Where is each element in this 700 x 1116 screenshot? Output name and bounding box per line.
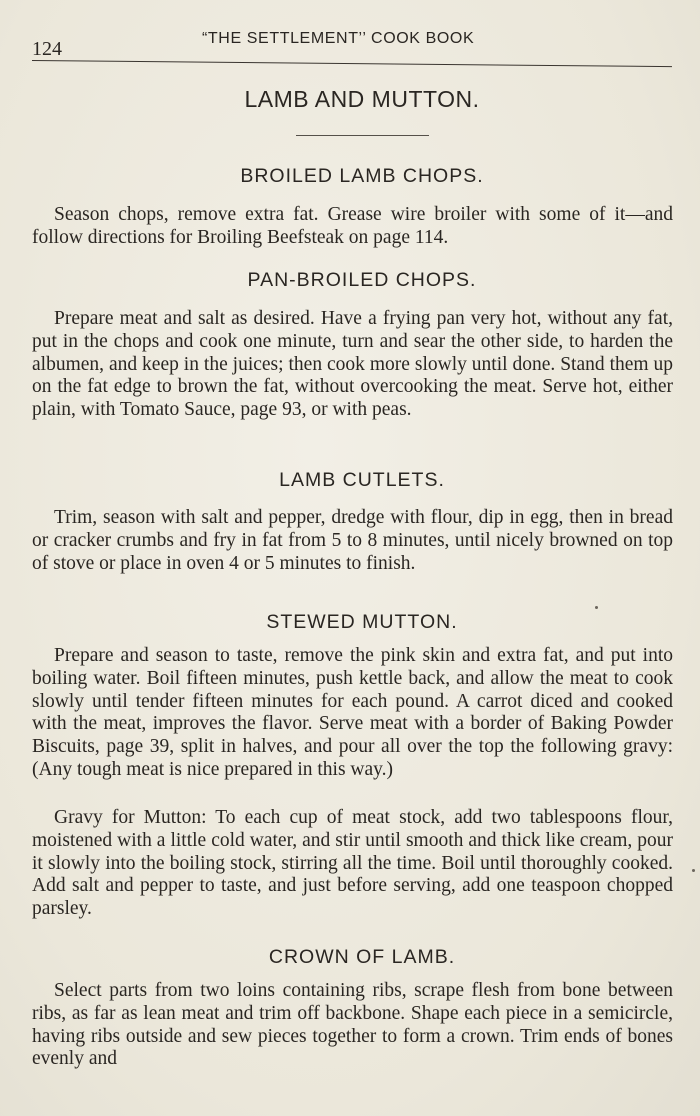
recipe-paragraph-lamb-cutlets: Trim, season with salt and pepper, dredge with flour, dip in egg, then in bread or cracker crumbs and fry in fat from 5 to 8 minutes, until nicely browned on top of stove or place in oven 4 or 5 minutes to finish. [32, 507, 673, 574]
page-number: 124 [32, 38, 62, 60]
running-head: “THE SETTLEMENT’’ COOK BOOK [202, 30, 475, 47]
recipe-paragraph-broiled-lamb-chops: Season chops, remove extra fat. Grease wire broiler with some of it—and follow directions for Broiling Beefsteak on page 114. [32, 204, 673, 248]
section-title-crown-of-lamb: CROWN OF LAMB. [268, 946, 456, 968]
header-rule [32, 60, 672, 67]
paper-speck [595, 606, 598, 609]
section-title-broiled-lamb-chops: BROILED LAMB CHOPS. [240, 165, 484, 187]
paper-speck [692, 869, 695, 872]
chapter-divider [296, 135, 429, 136]
recipe-paragraph-crown-of-lamb: Select parts from two loins containing ribs, scrape flesh from bone between ribs, as far as lean meat and trim off backbone. Shape each piece in a semicircle, having ribs outside and sew pieces together to form a crown. Trim ends of bones evenly and [32, 980, 673, 1070]
recipe-paragraph-gravy-for-mutton: Gravy for Mutton: To each cup of meat stock, add two tablespoons flour, moistened with a little cold water, and stir until smooth and thick like cream, pour it slowly into the boiling stock, stirring all the time. Boil until thoroughly cooked. Add salt and pepper to taste, and just before serving, add one teaspoon chopped parsley. [32, 807, 673, 920]
recipe-paragraph-stewed-mutton: Prepare and season to taste, remove the pink skin and extra fat, and put into boiling water. Boil fifteen minutes, push kettle back, and allow the meat to cook slowly until tender fifteen minutes for each pound. A carrot diced and cooked with the meat, improves the flavor. Serve meat with a border of Baking Powder Biscuits, page 39, split in halves, and pour all over the top the following gravy: (Any tough meat is nice prepared in this way.) [32, 645, 673, 780]
chapter-title: LAMB AND MUTTON. [244, 86, 480, 112]
section-title-stewed-mutton: STEWED MUTTON. [266, 611, 458, 633]
section-title-lamb-cutlets: LAMB CUTLETS. [279, 469, 445, 491]
section-title-pan-broiled-chops: PAN-BROILED CHOPS. [247, 269, 477, 291]
recipe-paragraph-pan-broiled-chops: Prepare meat and salt as desired. Have a frying pan very hot, without any fat, put in the chops and cook one minute, turn and sear the other side, to harden the albumen, and keep in the juices; then cook more slowly until done. Stand them up on the fat edge to brown the fat, without overcooking the meat. Serve hot, either plain, with Tomato Sauce, page 93, or with peas. [32, 308, 673, 421]
page-header [32, 30, 672, 60]
